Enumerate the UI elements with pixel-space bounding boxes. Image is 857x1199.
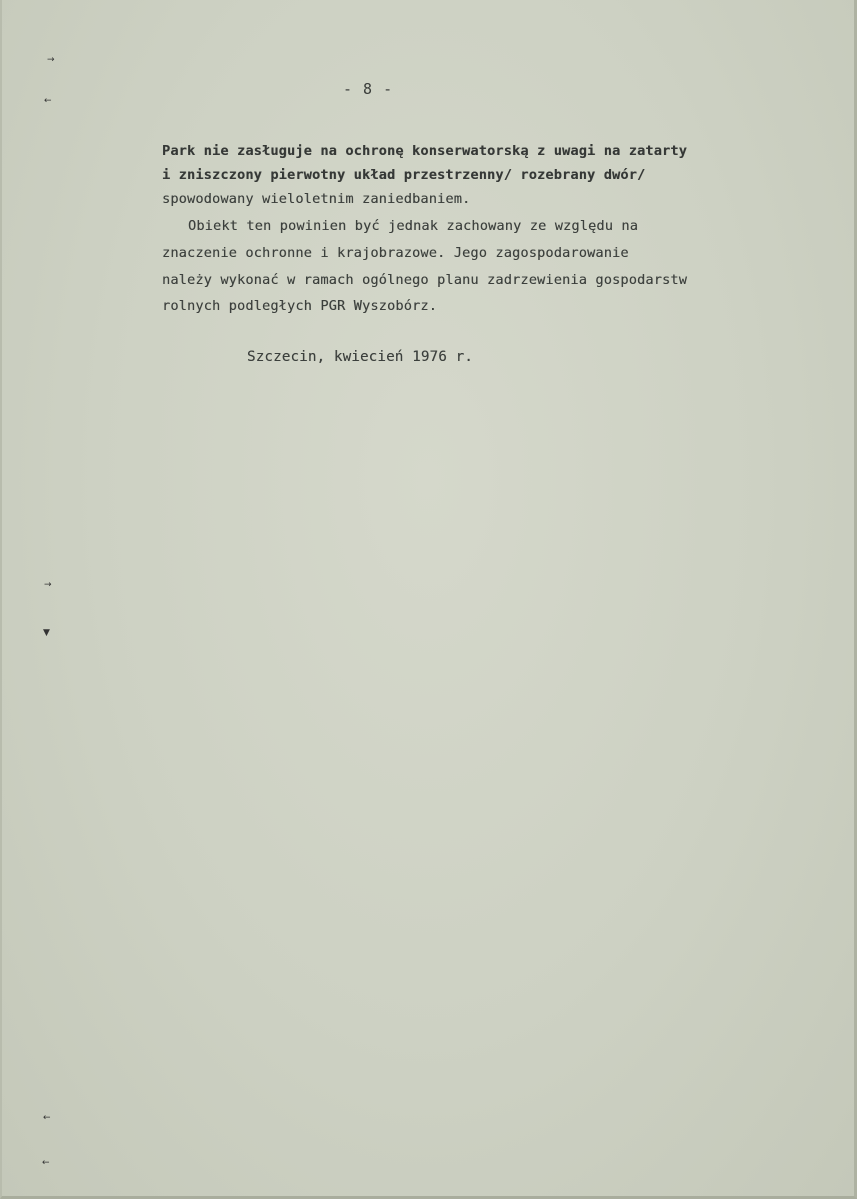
margin-tick-icon: ← <box>44 96 52 106</box>
margin-tick-icon: ← <box>43 1113 51 1123</box>
page-number: - 8 - <box>343 80 394 98</box>
margin-tick-icon: ← <box>42 1158 50 1168</box>
paragraph-2-line-4: rolnych podległych PGR Wyszobórz. <box>162 298 438 314</box>
paragraph-1-line-3: spowodowany wieloletnim zaniedbaniem. <box>162 191 471 207</box>
paragraph-2-line-3: należy wykonać w ramach ogólnego planu zadrzewienia gospodarstw <box>162 272 688 288</box>
place-date-line: Szczecin, kwiecień 1976 r. <box>247 349 473 365</box>
paragraph-2-line-1: Obiekt ten powinien być jednak zachowany ze względu na <box>188 218 639 234</box>
margin-tick-icon: → <box>44 580 52 590</box>
paragraph-2-line-2: znaczenie ochronne i krajobrazowe. Jego zagospodarowanie <box>162 245 629 261</box>
margin-tick-icon: ▼ <box>43 628 50 638</box>
margin-tick-icon: → <box>47 55 55 65</box>
paragraph-1-line-2: i zniszczony pierwotny układ przestrzenny/ rozebrany dwór/ <box>162 167 646 183</box>
paragraph-1-line-1: Park nie zasługuje na ochronę konserwatorską z uwagi na zatarty <box>162 143 688 159</box>
